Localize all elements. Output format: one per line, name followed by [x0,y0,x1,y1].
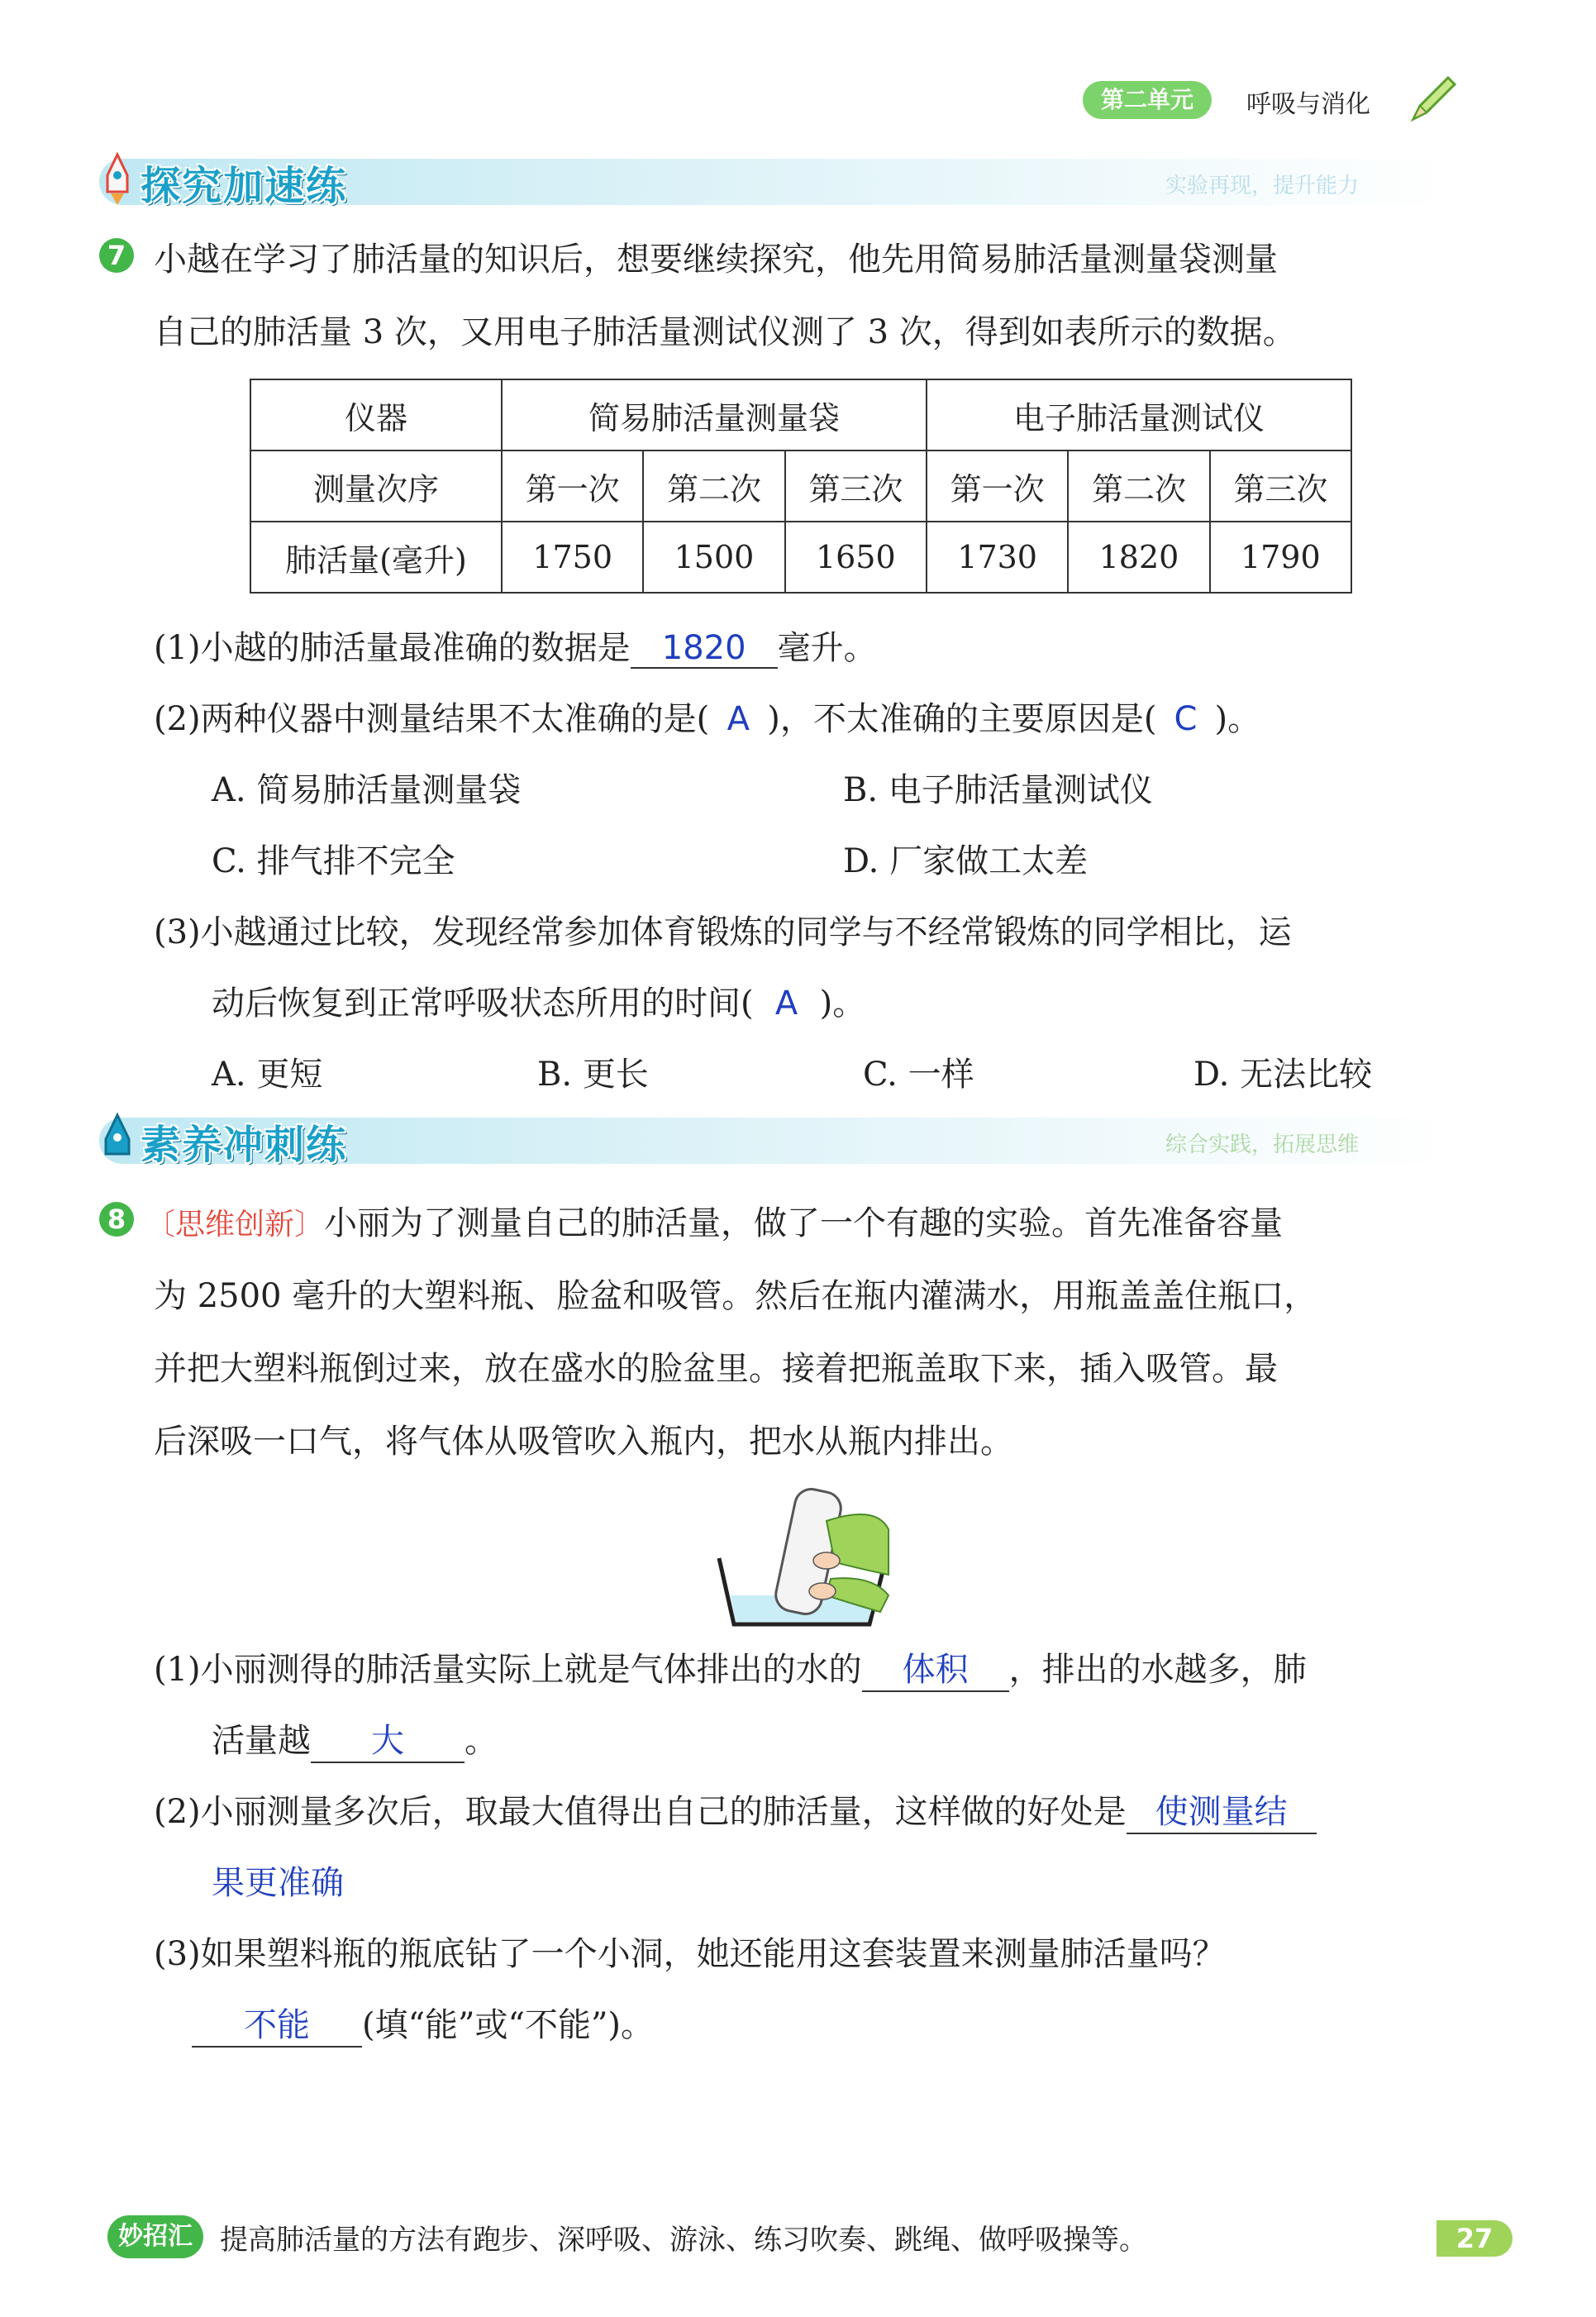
answer-blank: 1820 [631,629,778,669]
option: C. 排气排不完全 [212,842,455,880]
table-row [250,451,1351,522]
page-number: 27 [1436,2220,1513,2257]
question-tag: 〔思维创新〕 [145,1208,325,1242]
experiment-illustration [711,1471,901,1653]
option: A. 更短 [212,1056,323,1094]
section-subtitle: 综合实践，拓展思维 [1165,1132,1360,1157]
sub-question-2 [212,1857,344,1904]
question-number: 8 [99,1202,134,1237]
unit-badge: 第二单元 [1083,81,1212,119]
section-title: 素养冲刺练 [141,1122,348,1168]
answer-blank: 体积 [862,1643,1009,1692]
table-cell: 第二次 [643,451,784,522]
table-cell: 第一次 [927,451,1068,522]
sub-question-3: (3)如果塑料瓶的瓶底钻了一个小洞，她还能用这套装置来测量肺活量吗？ [154,1935,1226,1973]
answer-choice: C [1174,700,1198,738]
unit-title: 呼吸与消化 [1246,90,1370,119]
sub-question-3: (3)小越通过比较，发现经常参加体育锻炼的同学与不经常锻炼的同学相比，运 [154,913,1292,951]
table-cell: 简易肺活量测量袋 [502,379,927,451]
table-cell: 第一次 [502,451,643,522]
table-cell: 1820 [1068,522,1209,593]
tip-badge: 妙招汇 [107,2215,203,2258]
question-stem: 后深吸一口气，将气体从吸管吹入瓶内，把水从瓶内排出。 [154,1423,1013,1461]
table-cell: 1790 [1210,522,1351,593]
question-stem: 〔思维创新〕小丽为了测量自己的肺活量，做了一个有趣的实验。首先准备容量 [145,1204,1284,1242]
rocket-icon [93,1111,142,1169]
table-cell: 电子肺活量测试仪 [927,379,1351,451]
table-row [250,522,1351,593]
table-cell: 第三次 [785,451,927,522]
sub-question-3: 动后恢复到正常呼吸状态所用的时间( A )。 [212,984,866,1023]
table-cell: 第三次 [1210,451,1351,522]
sub-question-1: (1)小越的肺活量最准确的数据是 1820 毫升。 [154,629,877,667]
option: D. 厂家做工太差 [843,842,1089,880]
sub-question-1: (1)小丽测得的肺活量实际上就是气体排出的水的 体积 ，排出的水越多，肺 [154,1643,1307,1692]
table-cell: 1750 [502,522,643,593]
table-row [250,379,1351,451]
section-subtitle: 实验再现，提升能力 [1165,174,1360,198]
table-cell: 1730 [927,522,1068,593]
answer-blank: 使测量结 [1127,1785,1317,1834]
question-stem: 自己的肺活量 3 次，又用电子肺活量测试仪测了 3 次，得到如表所示的数据。 [154,313,1296,351]
option: D. 无法比较 [1193,1056,1373,1094]
table-cell: 仪器 [250,379,502,451]
tip-text: 提高肺活量的方法有跑步、深呼吸、游泳、练习吹奏、跳绳、做呼吸操等。 [220,2224,1147,2257]
option: B. 电子肺活量测试仪 [843,771,1153,809]
table-cell: 测量次序 [250,451,502,522]
answer-blank: 果更准确 [212,1864,344,1902]
answer-choice: A [774,984,798,1023]
answer-blank: 不能 [192,1999,362,2048]
data-table [250,379,1352,594]
question-number: 7 [99,238,134,273]
section-title: 探究加速练 [141,163,348,209]
sub-question-1: 活量越 大 。 [212,1714,498,1763]
rocket-icon [93,150,142,208]
answer-blank: 大 [311,1714,465,1763]
option: B. 更长 [537,1056,649,1094]
sub-question-2: (2)两种仪器中测量结果不太准确的是( A )，不太准确的主要原因是( C )。 [154,700,1261,738]
answer-choice: A [727,700,750,738]
table-cell: 肺活量(毫升) [250,522,502,593]
option: C. 一样 [863,1056,974,1094]
question-stem: 小越在学习了肺活量的知识后，想要继续探究，他先用简易肺活量测量袋测量 [154,241,1278,279]
pencil-icon [1405,69,1463,127]
option: A. 简易肺活量测量袋 [212,771,522,809]
sub-question-2: (2)小丽测量多次后，取最大值得出自己的肺活量，这样做的好处是 使测量结 [154,1785,1317,1834]
question-stem: 并把大塑料瓶倒过来，放在盛水的脸盆里。接着把瓶盖取下来，插入吸管。最 [154,1350,1278,1388]
table-cell: 1650 [785,522,927,593]
sub-question-3: 不能 (填“能”或“不能”)。 [192,1999,654,2048]
table-cell: 1500 [643,522,784,593]
table-cell: 第二次 [1068,451,1209,522]
question-stem: 为 2500 毫升的大塑料瓶、脸盆和吸管。然后在瓶内灌满水，用瓶盖盖住瓶口， [154,1277,1317,1315]
